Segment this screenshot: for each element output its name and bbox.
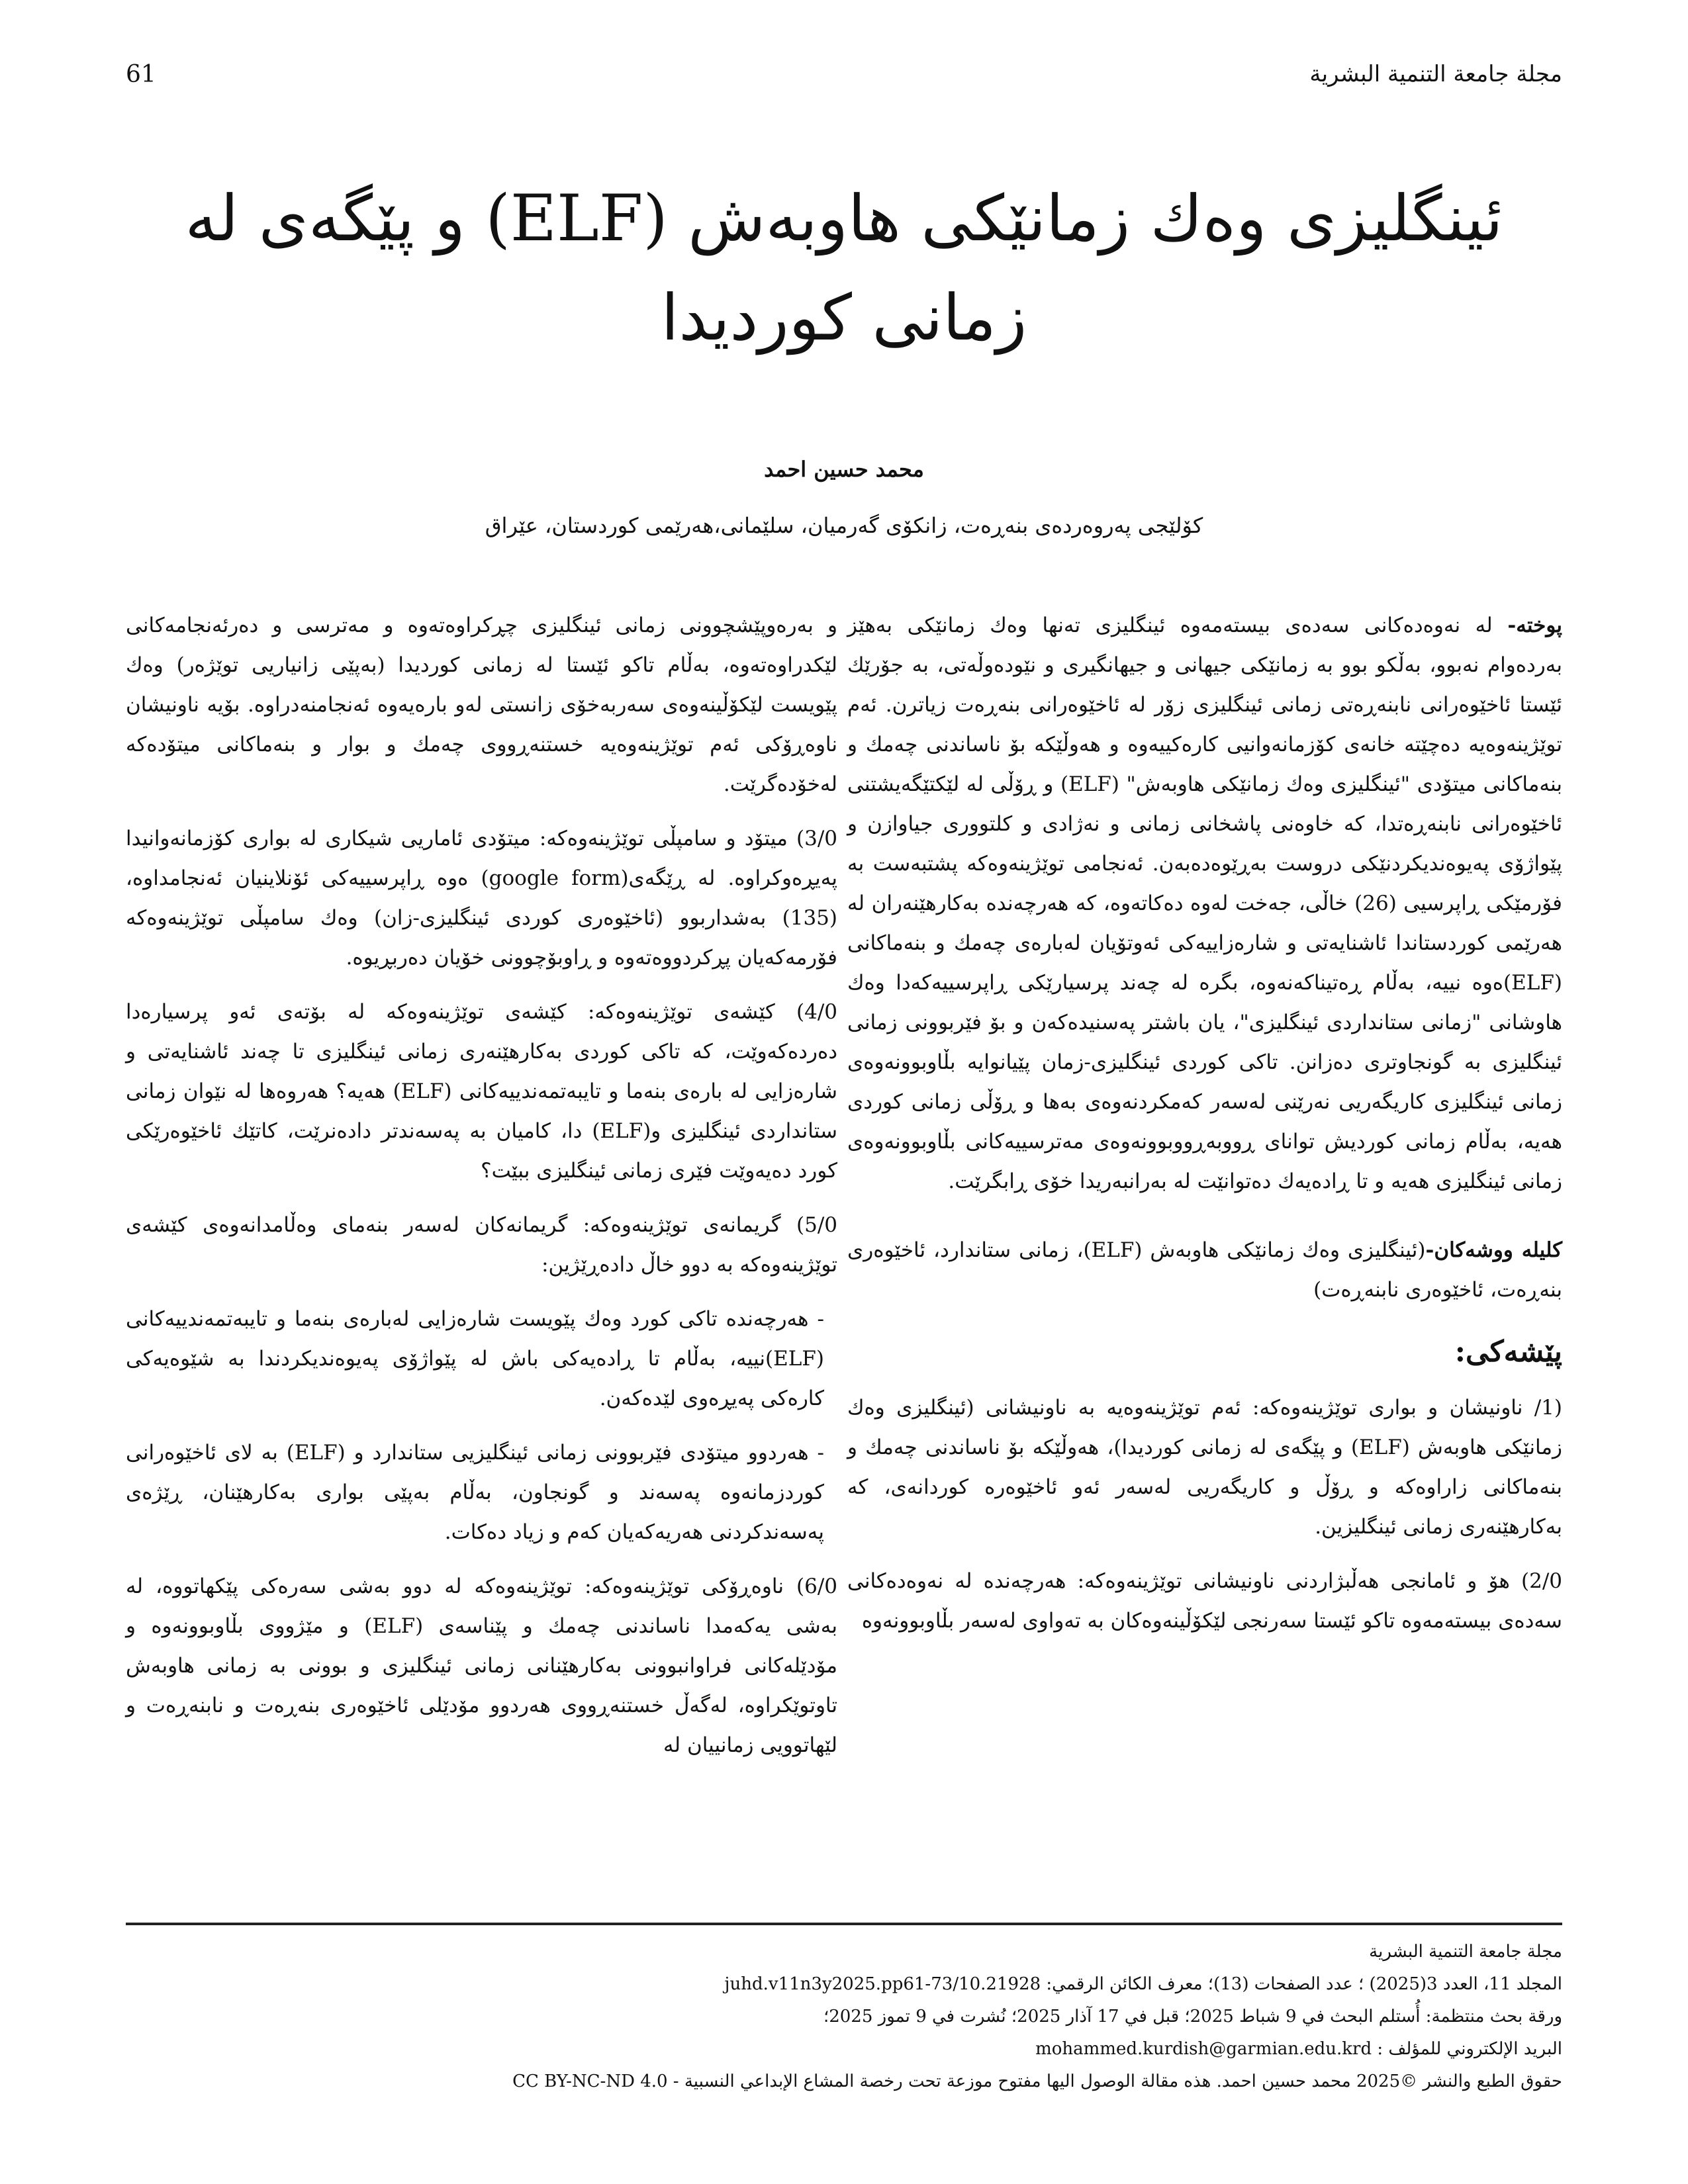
- footer-volume-doi: المجلد 11، العدد 3(2025) ؛ عدد الصفحات (13)؛ معرف الكائن الرقمي: 10.21928/juhd.v11n3y2025.pp61-73: [724, 1974, 1562, 1994]
- keywords-text: (ئینگلیزی وەك زمانێكی هاوبەش (ELF)، زمانی ستاندارد، ئاخێوەری بنەڕەت، ئاخێوەری نابنەڕەت): [847, 1238, 1562, 1302]
- keywords: [847, 1230, 1562, 1310]
- footer-dates: ورقة بحث منتظمة: أُستلم البحث في 9 شباط 2025؛ قبل في 17 آذار 2025؛ نُشرت في 9 تموز 2025؛: [823, 2007, 1562, 2026]
- keywords-label: كلیلە ووشەكان-: [1425, 1238, 1562, 1262]
- article-title: ئینگلیزی وەك زمانێكی هاوبەش (ELF) و پێگەی لە زمانی كوردیدا: [185, 181, 1503, 355]
- intro-paragraph-2: 2/0) هۆ و ئامانجی هەڵبژاردنی ناونیشانی توێژینەوەكە: هەرچەندە لە نەوەدەكانی سەدەی بیستەمەوە تاكو ئێستا سەرنجی لێكۆڵینەوەكان بە تەواوی لەسەر بڵاوبوونەوە: [847, 1569, 1562, 1633]
- journal-name: مجلة جامعة التنمية البشرية: [1309, 61, 1562, 87]
- abstract-label: پوختە-: [1507, 614, 1562, 637]
- footer: [126, 1936, 1562, 2098]
- author-affiliation: كۆلێجی پەروەردەی بنەڕەت، زانكۆی گەرمیان، سلێمانی،هەرێمی كوردستان، عێراق: [485, 513, 1203, 538]
- footer-license: حقوق الطبع والنشر ©2025 محمد حسين احمد. هذه مقالة الوصول اليها مفتوح موزعة تحت رخصة المشاع الإبداعي النسبية - CC BY-NC-ND 4.0: [512, 2071, 1562, 2091]
- abstract-text: لە نەوەدەكانی سەدەی بیستەمەوە ئینگلیزی تەنها وەك زمانێكی بەهێز بەردەوام نەبوو، بەڵكو بوو بە زمانێكی جیهانی و جیهانگیری و نێودەوڵەتی، بە جۆرێك ئێستا ئاخێوەرانی نابنەڕەتی زمانی ئینگلیزی زۆر لە ئاخێوەرانی بنەڕەت زیاترن. ئەم توێژینەوەیە دەچێتە خانەی كۆزمانەوانیی كارەكییەوە و هەوڵێكە بۆ ناساندنی چەمك و بنەماكانی میتۆدی "ئینگلیزی وەك زمانێكی هاوبەش" (ELF) و ڕۆڵی لە لێكتێگەیشتنی ئاخێوەرانی نابنەڕەتدا، كە خاوەنی پاشخانی زمانی و نەژادی و كلتووری جیاوازن و پێواژۆی پەیوەندیكردنێكی دروست بەڕێوەدەبەن. ئەنجامی توێژینەوەكە پشتبەست بە فۆرمێكی ڕاپرسیی (26) خاڵی، جەخت لەوە دەكاتەوە، كە هەرچەندە بەكارهێنەران لە هەرێمی كوردستاندا ئاشنایەتی و شارەزاییەكی ئەوتۆیان لەبارەی چەمك و بنەماكانی (ELF)ەوە نییە، بەڵام ڕەتیناكەنەوە، بگرە لە چەند پرسیارێكی ڕاپرسییەكەدا وەك هاوشانی "زمانی ستانداردی ئینگلیزی"، یان باشتر پەسنیدەكەن و بۆ فێربوونی زمانی ئینگلیزی بە گونجاوتری دەزانن. تاكی كوردی ئینگلیزی-زمان پێیانوایە بڵاوبوونەوەی زمانی ئینگلیزی كاریگەریی نەرێنی لەسەر كەمكردنەوەی بەها و ڕۆڵی زمانی كوردی هەیە، بەڵام زمانی كوردیش توانای ڕووبەڕووبوونەوەی مەترسییەكانی بڵاوبوونەوەی زمانی ئینگلیزی هەیە و تا ڕادەیەك دەتوانێت لە بەرانبەریدا خۆی ڕابگرێت.: [847, 614, 1563, 1193]
- right-column: [847, 606, 1562, 1655]
- paragraph-continued: و بەرەوپێشچوونی زمانی ئینگلیزی چڕكراوەتەوە و مەترسی و دەرئەنجامەكانی لێكدراوەتەوە، بەڵام تاكو ئێستا لە زمانی كوردیدا (بەپێی زانیاریی توێژەر) وەك پێویست لێكۆڵینەوەی سەربەخۆی زانستی لەو بارەیەوە ئەنجامنەدراوە. بۆیە ناونیشان ناوەڕۆكی ئەم توێژینەوەیە خستنەڕووی چەمك و بوار و بنەماكانی میتۆدەكە لەخۆدەگرێت.: [126, 614, 837, 796]
- method-paragraph: 3/0) میتۆد و سامپڵی توێژینەوەكە: میتۆدی ئاماریی شیكاری لە بواری كۆزمانەوانیدا پەیڕەوكراوە. لە ڕێگەی(google form) ەوە ڕاپرسییەكی ئۆنلاینیان ئەنجامداوە، (135) بەشداربوو (ئاخێوەری كوردی ئینگلیزی-زان) وەك سامپڵی توێژینەوەكە فۆرمەكەیان پڕكردووەتەوە و ڕاوبۆچوونی خۆیان دەربڕیوە.: [126, 827, 837, 970]
- hypothesis-bullet-2: - هەردوو میتۆدی فێربوونی زمانی ئینگلیزیی ستاندارد و (ELF) بە لای ئاخێوەرانی كوردزمانەوە پەسەند و گونجاون، بەڵام بەپێی بواری بەكارهێنان، ڕێژەی پەسەندكردنی هەریەكەیان كەم و زیاد دەكات.: [126, 1441, 824, 1544]
- problem-paragraph: 4/0) كێشەی توێژینەوەكە: كێشەی توێژینەوەكە لە بۆتەی ئەو پرسیارەدا دەردەكەوێت، كە تاكی كوردی بەكارهێنەری زمانی ئینگلیزی تا چەند ئاشنایەتی و شارەزایی لە بارەی بنەما و تایبەتمەندییەكانی (ELF) هەیە؟ هەروەها لە نێوان زمانی ستانداردی ئینگلیزی و(ELF) دا، كامیان بە پەسەندتر دادەنرێت، كاتێك ئاخێوەرێكی كورد دەیەوێت فێری زمانی ئینگلیزی ببێت؟: [126, 1000, 838, 1183]
- author-name: محمد حسين احمد: [764, 457, 924, 482]
- intro-paragraph-1: (1/ ناونیشان و بواری توێژینەوەكە: ئەم توێژینەوەیە بە ناونیشانی (ئینگلیزی وەك زمانێكی هاوبەش (ELF) و پێگەی لە زمانی كوردیدا)، هەوڵێكە بۆ ناساندنی چەمك و بنەماكانی زاراوەكە و ڕۆڵ و كاریگەریی لەسەر ئەو ئاخێوەرە كوردانەی، كە بەكارهێنەری زمانی ئینگلیزین.: [847, 1396, 1562, 1539]
- page-number: 61: [126, 61, 156, 88]
- footer-email: البريد الإلكتروني للمؤلف : mohammed.kurdish@garmian.edu.krd: [1035, 2039, 1562, 2059]
- introduction-heading: پێشەكی:: [1454, 1335, 1562, 1369]
- abstract: [847, 606, 1562, 1201]
- content-paragraph: 6/0) ناوەڕۆكی توێژینەوەكە: توێژینەوەكە لە دوو بەشی سەرەكی پێكهاتووە، لە بەشی یەكەمدا ناساندنی چەمك و پێناسەی (ELF) و مێژووی بڵاوبوونەوە و مۆدێلەكانی فراوانبوونی بەكارهێنانی زمانی ئینگلیزی و بوونی بە زمانی هاوبەش تاوتوێكراوە، لەگەڵ خستنەڕووی هەردوو مۆدێلی ئاخێوەری بنەڕەت و نابنەڕەت و لێهاتوویی زمانییان لە: [126, 1574, 837, 1757]
- hypothesis-bullet-1: - هەرچەندە تاكی كورد وەك پێویست شارەزایی لەبارەی بنەما و تایبەتمەندییەكانی (ELF)نییە، بەڵام تا ڕادەیەكی باش لە پێواژۆی پەیوەندیكردندا بە شێوەیەكی كارەكی پەیڕەوی لێدەكەن.: [126, 1307, 824, 1410]
- hypothesis-paragraph: 5/0) گریمانەی توێژینەوەكە: گریمانەكان لەسەر بنەمای وەڵامدانەوەی كێشەی توێژینەوەكە بە دوو خاڵ دادەڕێژین:: [126, 1213, 837, 1277]
- footer-journal: مجلة جامعة التنمية البشرية: [1369, 1942, 1562, 1962]
- left-column: [126, 606, 837, 1780]
- footer-divider: [126, 1923, 1562, 1925]
